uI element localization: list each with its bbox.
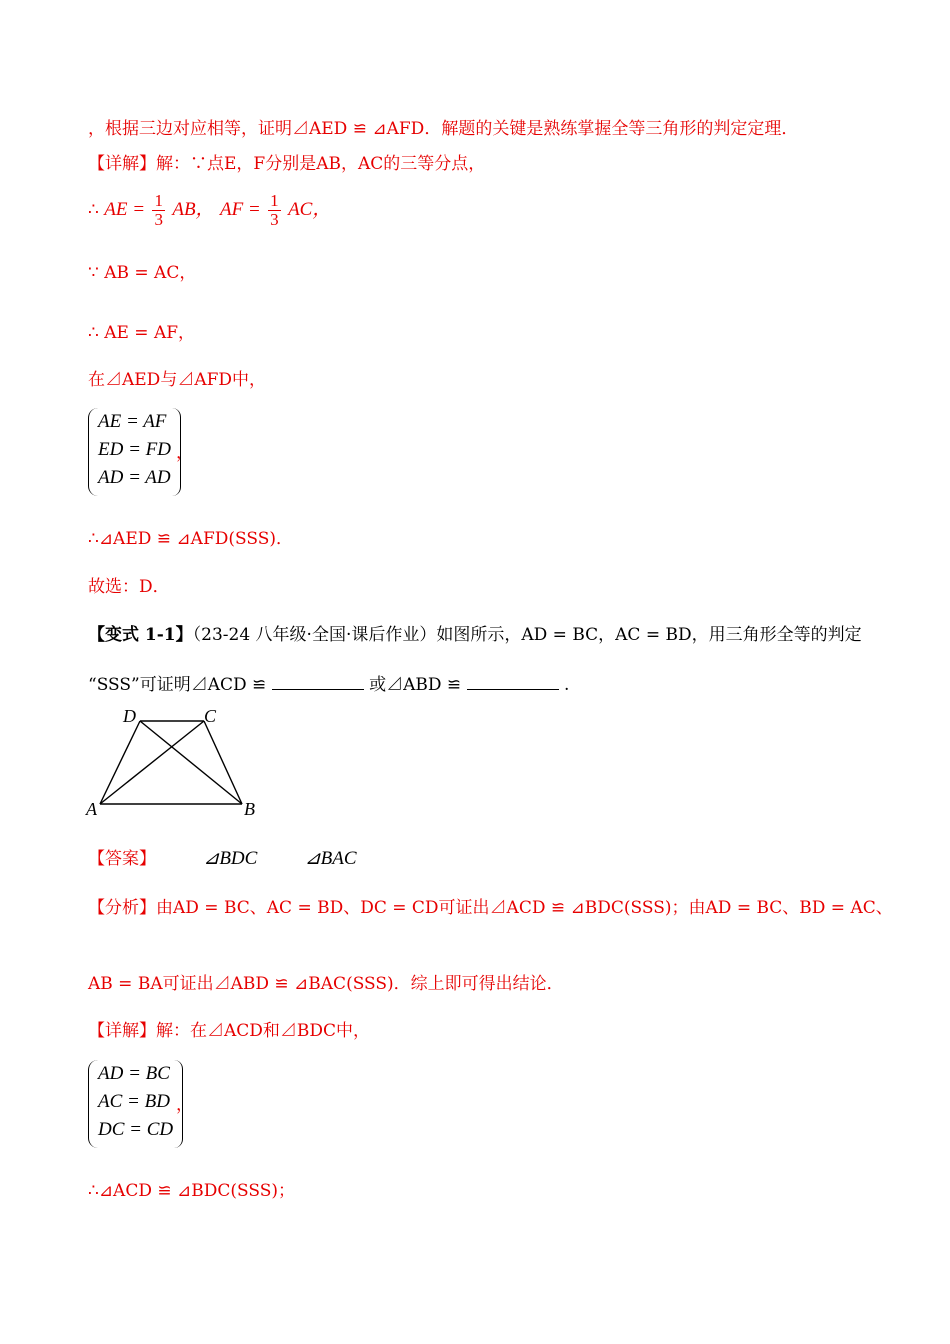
choice-answer: 故选：D． [88,577,170,597]
segment-ad [100,721,140,804]
answer-blank-2[interactable] [467,675,559,690]
segment-bc [204,721,242,804]
analysis-text-1: 由AD = BC、AC = BD、DC = CD可证出⊿ACD ≌ ⊿BDC(SSS)；由AD = BC、BD = AC、 [156,898,893,918]
analysis-line-1 [88,897,893,919]
left-brace [88,408,99,496]
fraction-numerator: 1 [154,191,163,210]
trapezoid-figure [80,700,280,825]
vertex-label-c: C [204,706,217,726]
detail-label-2: 【详解】 [88,1021,156,1041]
question-part-3: . [563,675,570,695]
segment-bd [140,721,242,804]
fraction-denominator: 3 [154,210,163,229]
analysis-label: 【分析】 [88,898,156,918]
equation-system-1 [88,408,181,496]
expr-ae: AE = [104,199,146,220]
variant-text: 如图所示，AD = BC，AC = BD，用三角形全等的判定 [436,625,862,645]
expr-ac: AC， [288,199,332,220]
detail-text: 解：∵点E，F分别是AB，AC的三等分点， [156,154,486,174]
system-row: DC = CD [98,1119,174,1140]
statement-ab-ac: ∵ AB = AC， [88,263,197,283]
fraction-one-third-a [152,192,165,229]
variant-label: 【变式 1-1】 [88,625,193,645]
fraction-one-third-b [268,192,281,229]
detail-text-2: 解：在⊿ACD和⊿BDC中， [156,1021,371,1041]
analysis-continuation: ，根据三边对应相等，证明⊿AED ≌ ⊿AFD．解题的关键是熟练掌握全等三角形的判定定理． [88,119,799,139]
vertex-label-d: D [123,706,136,726]
variant-question-line2 [88,674,569,696]
system-2-comma: ， [176,1095,193,1115]
statement-ae-af: ∴ AE = AF， [88,323,196,343]
segment-ac [100,721,204,804]
answer-line [88,848,357,870]
detail-label: 【详解】 [88,154,156,174]
system-row: AC = BD [98,1091,170,1112]
system-row: ED = FD [98,439,171,460]
left-brace [88,1060,99,1148]
analysis-line-2: AB = BA可证出⊿ABD ≌ ⊿BAC(SSS)．综上即可得出结论． [88,974,564,994]
answer-1: ⊿BDC [203,848,258,869]
variant-question [88,624,862,646]
question-part-1: “SSS”可证明⊿ACD ≌ [88,675,267,695]
statement-in-triangles: 在⊿AED与⊿AFD中， [88,370,267,390]
question-part-2: 或⊿ABD ≌ [369,675,462,695]
fraction-numerator: 1 [270,191,279,210]
expr-ab: AB， [172,199,215,220]
system-row: AD = BC [98,1063,170,1084]
answer-blank-1[interactable] [272,675,364,690]
equation-fractions [88,190,331,230]
fraction-denominator: 3 [270,210,279,229]
detail-line [88,1020,370,1042]
therefore-sign: ∴ [88,200,99,220]
equation-system-2 [88,1060,183,1148]
answer-2: ⊿BAC [304,848,357,869]
vertex-label-b: B [244,799,255,819]
system-1-comma: ， [176,443,193,463]
answer-label: 【答案】 [88,849,156,869]
conclusion-sss-1: ∴⊿AED ≌ ⊿AFD(SSS)． [88,529,293,549]
detail-intro [88,153,485,175]
conclusion-sss-2: ∴⊿ACD ≌ ⊿BDC(SSS)； [88,1181,296,1201]
system-row: AD = AD [98,467,171,488]
expr-af: AF = [219,199,261,220]
system-row: AE = AF [98,411,167,432]
vertex-label-a: A [86,799,97,819]
variant-source: （23-24 八年级·全国·课后作业） [192,625,437,645]
